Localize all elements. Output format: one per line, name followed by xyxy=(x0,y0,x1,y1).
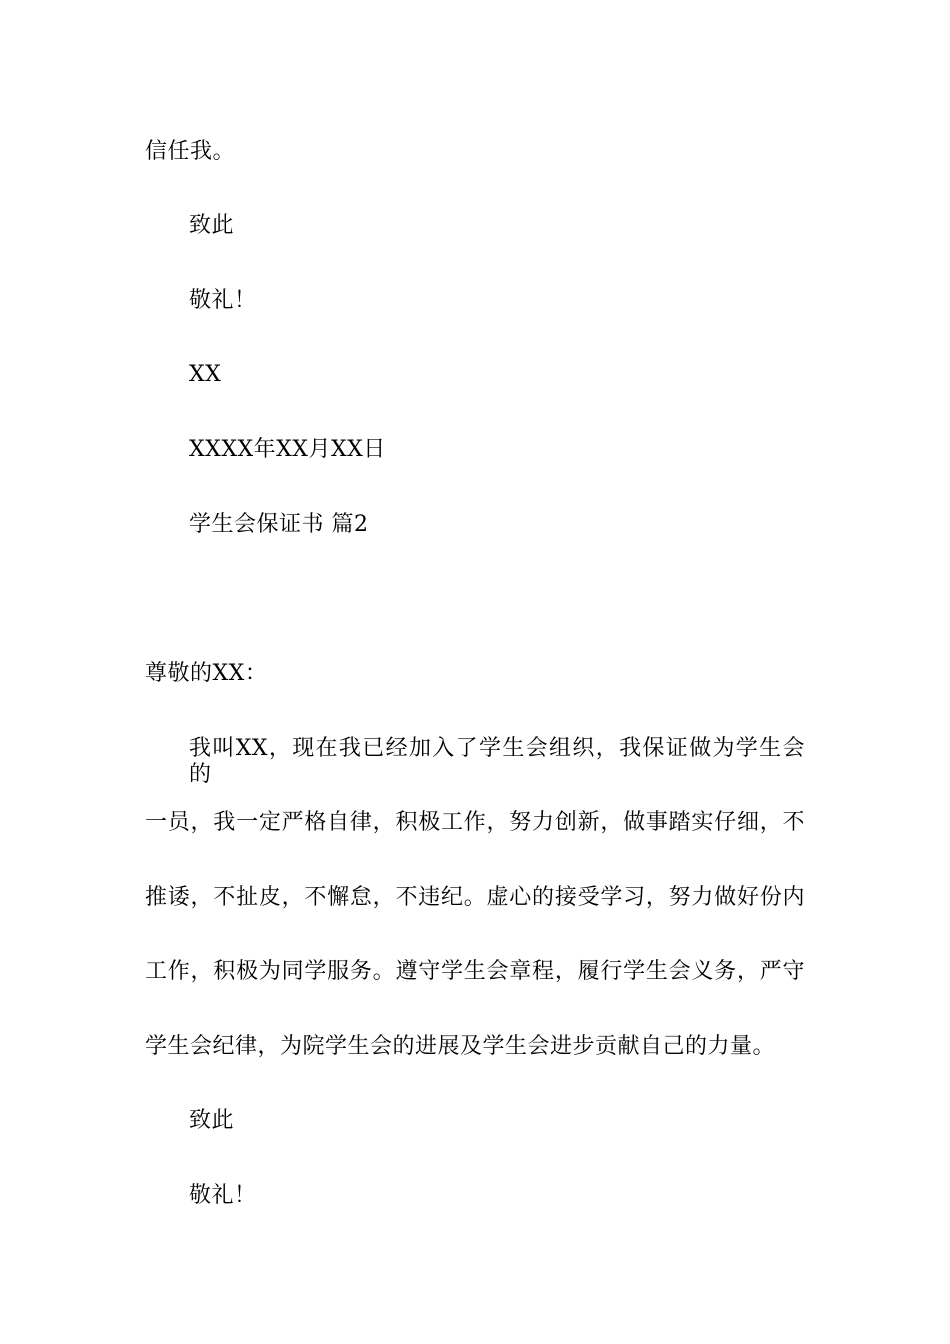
paragraph-line: 学生会纪律，为院学生会的进展及学生会进步贡献自己的力量。 xyxy=(145,1034,776,1059)
closing-phrase: 致此 xyxy=(189,1108,235,1133)
paragraph-line: 我叫XX，现在我已经加入了学生会组织，我保证做为学生会的 xyxy=(189,736,805,787)
paragraph-line: 推诿，不扯皮，不懈怠，不违纪。虚心的接受学习，努力做好份内 xyxy=(145,885,805,910)
closing-phrase: 致此 xyxy=(189,213,235,238)
signature-name: XX xyxy=(189,362,222,387)
text-line: 信任我。 xyxy=(145,139,236,164)
greeting: 尊敬的XX： xyxy=(145,661,268,686)
paragraph-line: 工作，积极为同学服务。遵守学生会章程，履行学生会义务，严守 xyxy=(145,959,805,984)
signature-date: XXXX年XX月XX日 xyxy=(189,437,386,462)
salutation-closing: 敬礼！ xyxy=(189,1183,257,1208)
section-heading: 学生会保证书 篇2 xyxy=(189,512,369,537)
paragraph-line: 一员，我一定严格自律，积极工作，努力创新，做事踏实仔细，不 xyxy=(145,810,805,835)
salutation-closing: 敬礼！ xyxy=(189,288,257,313)
